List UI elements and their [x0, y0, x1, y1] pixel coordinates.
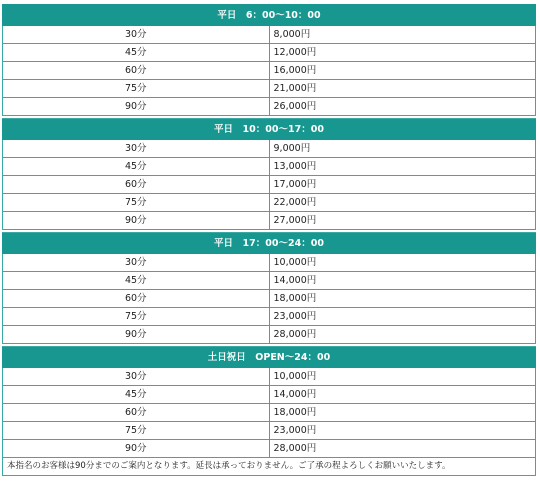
- duration-cell: 90分: [3, 212, 270, 230]
- price-row: [3, 368, 536, 386]
- duration-cell: 75分: [3, 80, 270, 98]
- price-row: [3, 158, 536, 176]
- note-row: [3, 458, 536, 476]
- price-row: [3, 272, 536, 290]
- price-cell: 28,000円: [269, 440, 536, 458]
- price-row: [3, 176, 536, 194]
- price-cell: 21,000円: [269, 80, 536, 98]
- price-cell: 9,000円: [269, 140, 536, 158]
- duration-cell: 90分: [3, 440, 270, 458]
- duration-cell: 60分: [3, 62, 270, 80]
- price-row: [3, 98, 536, 116]
- price-row: [3, 290, 536, 308]
- price-row: [3, 254, 536, 272]
- duration-cell: 60分: [3, 404, 270, 422]
- duration-cell: 75分: [3, 308, 270, 326]
- price-cell: 18,000円: [269, 404, 536, 422]
- price-row: [3, 308, 536, 326]
- duration-cell: 60分: [3, 290, 270, 308]
- price-cell: 10,000円: [269, 254, 536, 272]
- price-row: [3, 386, 536, 404]
- price-cell: 17,000円: [269, 176, 536, 194]
- section-header: 平日 6：00〜10：00: [3, 5, 536, 26]
- price-row: [3, 194, 536, 212]
- price-row: [3, 140, 536, 158]
- price-cell: 10,000円: [269, 368, 536, 386]
- duration-cell: 30分: [3, 26, 270, 44]
- price-cell: 26,000円: [269, 98, 536, 116]
- price-cell: 27,000円: [269, 212, 536, 230]
- duration-cell: 45分: [3, 158, 270, 176]
- duration-cell: 75分: [3, 194, 270, 212]
- duration-cell: 30分: [3, 254, 270, 272]
- duration-cell: 30分: [3, 368, 270, 386]
- section-header-row: [3, 119, 536, 140]
- price-table: [2, 4, 536, 476]
- section-header: 平日 10：00〜17：00: [3, 119, 536, 140]
- duration-cell: 45分: [3, 272, 270, 290]
- price-cell: 22,000円: [269, 194, 536, 212]
- duration-cell: 90分: [3, 98, 270, 116]
- price-row: [3, 26, 536, 44]
- duration-cell: 75分: [3, 422, 270, 440]
- price-cell: 14,000円: [269, 272, 536, 290]
- price-row: [3, 80, 536, 98]
- section-header-row: [3, 233, 536, 254]
- duration-cell: 60分: [3, 176, 270, 194]
- price-cell: 18,000円: [269, 290, 536, 308]
- section-header-row: [3, 347, 536, 368]
- price-row: [3, 212, 536, 230]
- duration-cell: 45分: [3, 44, 270, 62]
- price-cell: 23,000円: [269, 422, 536, 440]
- price-cell: 16,000円: [269, 62, 536, 80]
- section-header: 平日 17：00〜24：00: [3, 233, 536, 254]
- price-row: [3, 422, 536, 440]
- section-header-row: [3, 5, 536, 26]
- price-cell: 23,000円: [269, 308, 536, 326]
- price-cell: 13,000円: [269, 158, 536, 176]
- duration-cell: 90分: [3, 326, 270, 344]
- price-list: [2, 4, 536, 476]
- price-cell: 8,000円: [269, 26, 536, 44]
- section-header: 土日祝日 OPEN〜24：00: [3, 347, 536, 368]
- price-row: [3, 326, 536, 344]
- duration-cell: 45分: [3, 386, 270, 404]
- price-cell: 12,000円: [269, 44, 536, 62]
- price-cell: 28,000円: [269, 326, 536, 344]
- price-row: [3, 404, 536, 422]
- price-row: [3, 62, 536, 80]
- price-row: [3, 44, 536, 62]
- duration-cell: 30分: [3, 140, 270, 158]
- price-cell: 14,000円: [269, 386, 536, 404]
- price-row: [3, 440, 536, 458]
- policy-note: 本指名のお客様は90分までのご案内となります。延長は承っておりません。ご了承の程よろしくお願いいたします。: [3, 458, 536, 476]
